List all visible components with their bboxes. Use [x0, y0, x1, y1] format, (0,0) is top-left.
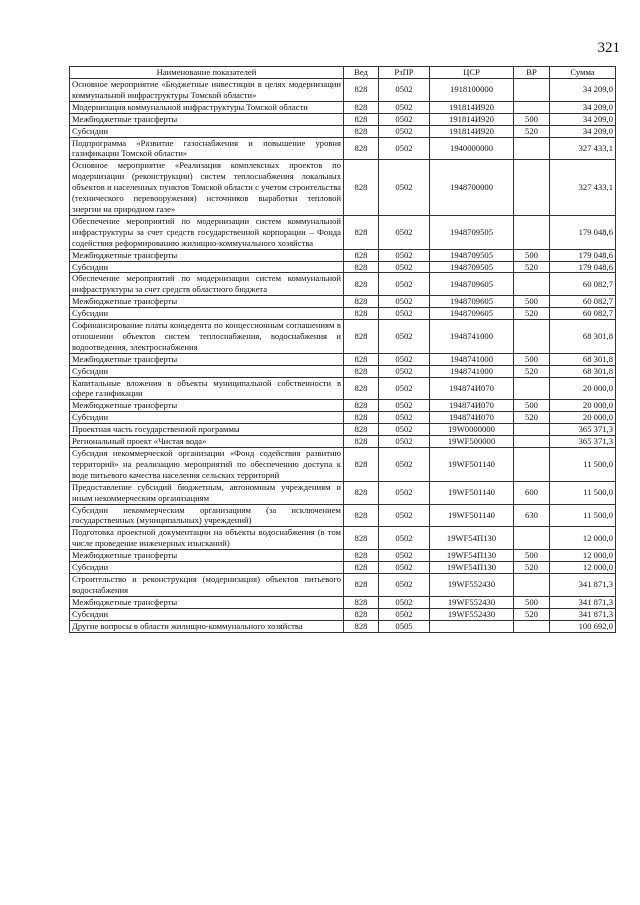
- row-name-cell: Субсидии: [70, 365, 344, 377]
- row-sum-cell: 34 209,0: [550, 113, 616, 125]
- row-csr-cell: 1948709605: [430, 273, 514, 296]
- row-csr-cell: 19WF552430: [430, 608, 514, 620]
- row-csr-cell: 194874И070: [430, 377, 514, 400]
- header-rzpr: РзПР: [379, 67, 430, 79]
- row-rzpr-cell: 0502: [379, 481, 430, 504]
- row-sum-cell: 365 371,3: [550, 424, 616, 436]
- row-vr-cell: 520: [514, 125, 550, 137]
- table-row: [70, 273, 616, 296]
- row-sum-cell: 68 301,8: [550, 320, 616, 354]
- row-name-cell: Субсидии: [70, 608, 344, 620]
- row-name-cell: Капитальные вложения в объекты муниципальной собственности в сфере газификации: [70, 377, 344, 400]
- table-row: [70, 320, 616, 354]
- row-rzpr-cell: 0502: [379, 125, 430, 137]
- row-rzpr-cell: 0502: [379, 504, 430, 527]
- row-csr-cell: 1948709605: [430, 296, 514, 308]
- row-rzpr-cell: 0502: [379, 424, 430, 436]
- row-name-cell: Субсидии: [70, 412, 344, 424]
- row-vr-cell: [514, 320, 550, 354]
- row-ved-cell: 828: [344, 377, 379, 400]
- row-sum-cell: 11 500,0: [550, 504, 616, 527]
- row-ved-cell: 828: [344, 261, 379, 273]
- row-rzpr-cell: 0502: [379, 412, 430, 424]
- row-csr-cell: 1948741000: [430, 320, 514, 354]
- row-csr-cell: 1940000000: [430, 137, 514, 160]
- row-rzpr-cell: 0505: [379, 620, 430, 632]
- row-name-cell: Субсидии: [70, 125, 344, 137]
- row-vr-cell: 520: [514, 365, 550, 377]
- row-ved-cell: 828: [344, 448, 379, 482]
- row-rzpr-cell: 0502: [379, 550, 430, 562]
- row-rzpr-cell: 0502: [379, 365, 430, 377]
- row-rzpr-cell: 0502: [379, 562, 430, 574]
- row-vr-cell: [514, 620, 550, 632]
- row-sum-cell: 34 209,0: [550, 79, 616, 102]
- row-ved-cell: 828: [344, 215, 379, 249]
- row-name-cell: Субсидии: [70, 308, 344, 320]
- row-name-cell: Основное мероприятие «Бюджетные инвестиции в целях модернизации коммунальной инфраструктуры Томской области»: [70, 79, 344, 102]
- page-number: 321: [597, 40, 620, 56]
- row-ved-cell: 828: [344, 320, 379, 354]
- row-rzpr-cell: 0502: [379, 353, 430, 365]
- row-ved-cell: 828: [344, 620, 379, 632]
- row-ved-cell: 828: [344, 527, 379, 550]
- row-name-cell: Субсидия некоммерческой организации «Фонд содействия развитию территорий» на реализацию мероприятий по обеспечению доступа к воде питьевого качества населения сельских территорий: [70, 448, 344, 482]
- row-name-cell: Предоставление субсидий бюджетным, автономным учреждениям и иным некоммерческим организациям: [70, 481, 344, 504]
- table-row: [70, 400, 616, 412]
- header-csr: ЦСР: [430, 67, 514, 79]
- row-vr-cell: [514, 101, 550, 113]
- row-csr-cell: 191814И920: [430, 101, 514, 113]
- row-csr-cell: 19WF552430: [430, 596, 514, 608]
- row-sum-cell: 34 209,0: [550, 125, 616, 137]
- row-sum-cell: 20 000,0: [550, 412, 616, 424]
- row-sum-cell: 11 500,0: [550, 481, 616, 504]
- row-sum-cell: 60 082,7: [550, 273, 616, 296]
- row-rzpr-cell: 0502: [379, 573, 430, 596]
- row-rzpr-cell: 0502: [379, 608, 430, 620]
- row-name-cell: Региональный проект «Чистая вода»: [70, 436, 344, 448]
- row-csr-cell: 19WF501140: [430, 448, 514, 482]
- row-name-cell: Обеспечение мероприятий по модернизации систем коммунальной инфраструктуры за счет средств государственной корпорации – Фонда содействия реформированию жилищно-коммунального хозяйства: [70, 215, 344, 249]
- row-vr-cell: 500: [514, 550, 550, 562]
- row-sum-cell: 11 500,0: [550, 448, 616, 482]
- row-rzpr-cell: 0502: [379, 448, 430, 482]
- table-row: [70, 308, 616, 320]
- row-vr-cell: 500: [514, 113, 550, 125]
- row-ved-cell: 828: [344, 365, 379, 377]
- table-row: [70, 249, 616, 261]
- row-ved-cell: 828: [344, 436, 379, 448]
- row-csr-cell: 19WF500000: [430, 436, 514, 448]
- table-row: [70, 562, 616, 574]
- row-rzpr-cell: 0502: [379, 113, 430, 125]
- row-rzpr-cell: 0502: [379, 320, 430, 354]
- row-rzpr-cell: 0502: [379, 79, 430, 102]
- row-ved-cell: 828: [344, 608, 379, 620]
- row-csr-cell: 19WF54П130: [430, 562, 514, 574]
- row-ved-cell: 828: [344, 79, 379, 102]
- row-csr-cell: 19WF501140: [430, 504, 514, 527]
- table-row: [70, 137, 616, 160]
- row-ved-cell: 828: [344, 562, 379, 574]
- row-name-cell: Другие вопросы в области жилищно-коммунального хозяйства: [70, 620, 344, 632]
- row-csr-cell: [430, 620, 514, 632]
- row-csr-cell: 1948709505: [430, 215, 514, 249]
- row-rzpr-cell: 0502: [379, 215, 430, 249]
- row-name-cell: Проектная часть государственной программы: [70, 424, 344, 436]
- table-row: [70, 353, 616, 365]
- row-csr-cell: 1948709505: [430, 249, 514, 261]
- table-row: [70, 365, 616, 377]
- row-csr-cell: 19WF552430: [430, 573, 514, 596]
- table-row: [70, 573, 616, 596]
- table-row: [70, 596, 616, 608]
- row-name-cell: Строительство и реконструкция (модернизация) объектов питьевого водоснабжения: [70, 573, 344, 596]
- row-sum-cell: 327 433,1: [550, 160, 616, 216]
- row-name-cell: Межбюджетные трансферты: [70, 113, 344, 125]
- row-vr-cell: [514, 79, 550, 102]
- row-rzpr-cell: 0502: [379, 160, 430, 216]
- row-name-cell: Софинансирование платы концедента по концессионным соглашениям в отношении объектов систем теплоснабжения, водоснабжения и водоотведения, электроснабжения: [70, 320, 344, 354]
- row-ved-cell: 828: [344, 550, 379, 562]
- row-csr-cell: 19W0000000: [430, 424, 514, 436]
- row-vr-cell: 500: [514, 296, 550, 308]
- row-name-cell: Подготовка проектной документации на объекты водоснабжения (в том числе проведение инженерных изысканий): [70, 527, 344, 550]
- row-vr-cell: 500: [514, 249, 550, 261]
- row-name-cell: Основное мероприятие «Реализация комплексных проектов по модернизации (реконструкции) систем теплоснабжения локальных объектов и населенных пунктов Томской области с учетом строительства (технического перевооружения) источников выработки тепловой энергии на природном газе»: [70, 160, 344, 216]
- row-sum-cell: 341 871,3: [550, 608, 616, 620]
- row-sum-cell: 365 371,3: [550, 436, 616, 448]
- row-csr-cell: 19WF54П130: [430, 550, 514, 562]
- row-ved-cell: 828: [344, 400, 379, 412]
- row-csr-cell: 191814И920: [430, 113, 514, 125]
- row-sum-cell: 341 871,3: [550, 596, 616, 608]
- row-name-cell: Модернизация коммунальной инфраструктуры Томской области: [70, 101, 344, 113]
- row-rzpr-cell: 0502: [379, 249, 430, 261]
- row-ved-cell: 828: [344, 481, 379, 504]
- header-row: [70, 67, 616, 79]
- row-sum-cell: 60 082,7: [550, 296, 616, 308]
- row-vr-cell: 520: [514, 412, 550, 424]
- row-vr-cell: [514, 436, 550, 448]
- row-csr-cell: 1948709605: [430, 308, 514, 320]
- row-rzpr-cell: 0502: [379, 400, 430, 412]
- row-ved-cell: 828: [344, 353, 379, 365]
- row-vr-cell: 630: [514, 504, 550, 527]
- row-rzpr-cell: 0502: [379, 308, 430, 320]
- row-name-cell: Межбюджетные трансферты: [70, 353, 344, 365]
- row-ved-cell: 828: [344, 249, 379, 261]
- row-sum-cell: 68 301,8: [550, 353, 616, 365]
- row-name-cell: Субсидии: [70, 261, 344, 273]
- row-vr-cell: 520: [514, 608, 550, 620]
- row-vr-cell: [514, 160, 550, 216]
- row-csr-cell: 1948741000: [430, 353, 514, 365]
- table-row: [70, 125, 616, 137]
- row-sum-cell: 12 000,0: [550, 527, 616, 550]
- row-sum-cell: 327 433,1: [550, 137, 616, 160]
- row-ved-cell: 828: [344, 596, 379, 608]
- table-row: [70, 448, 616, 482]
- row-ved-cell: 828: [344, 296, 379, 308]
- row-csr-cell: 19WF54П130: [430, 527, 514, 550]
- row-sum-cell: 68 301,8: [550, 365, 616, 377]
- row-sum-cell: 100 692,0: [550, 620, 616, 632]
- budget-table: [69, 66, 616, 633]
- row-name-cell: Субсидии некоммерческим организациям (за исключением государственных (муниципальных) учреждений): [70, 504, 344, 527]
- table-body: [70, 79, 616, 633]
- row-sum-cell: 341 871,3: [550, 573, 616, 596]
- row-vr-cell: 500: [514, 596, 550, 608]
- row-csr-cell: 1948709505: [430, 261, 514, 273]
- row-vr-cell: [514, 573, 550, 596]
- table-row: [70, 261, 616, 273]
- row-name-cell: Межбюджетные трансферты: [70, 249, 344, 261]
- row-sum-cell: 60 082,7: [550, 308, 616, 320]
- row-sum-cell: 179 048,6: [550, 215, 616, 249]
- table-row: [70, 160, 616, 216]
- header-sum: Сумма: [550, 67, 616, 79]
- row-rzpr-cell: 0502: [379, 377, 430, 400]
- row-ved-cell: 828: [344, 125, 379, 137]
- row-ved-cell: 828: [344, 101, 379, 113]
- row-sum-cell: 34 209,0: [550, 101, 616, 113]
- row-ved-cell: 828: [344, 273, 379, 296]
- table-row: [70, 79, 616, 102]
- header-vr: ВР: [514, 67, 550, 79]
- row-sum-cell: 179 048,6: [550, 261, 616, 273]
- row-csr-cell: 194874И070: [430, 400, 514, 412]
- row-vr-cell: [514, 448, 550, 482]
- row-sum-cell: 20 000,0: [550, 377, 616, 400]
- table-row: [70, 481, 616, 504]
- row-sum-cell: 20 000,0: [550, 400, 616, 412]
- row-name-cell: Обеспечение мероприятий по модернизации систем коммунальной инфраструктуры за счет средств областного бюджета: [70, 273, 344, 296]
- row-vr-cell: [514, 273, 550, 296]
- row-rzpr-cell: 0502: [379, 273, 430, 296]
- row-rzpr-cell: 0502: [379, 137, 430, 160]
- row-rzpr-cell: 0502: [379, 101, 430, 113]
- row-vr-cell: [514, 215, 550, 249]
- row-vr-cell: 520: [514, 562, 550, 574]
- row-rzpr-cell: 0502: [379, 261, 430, 273]
- row-csr-cell: 1948700000: [430, 160, 514, 216]
- row-vr-cell: [514, 424, 550, 436]
- row-name-cell: Межбюджетные трансферты: [70, 296, 344, 308]
- table-row: [70, 504, 616, 527]
- row-csr-cell: 19WF501140: [430, 481, 514, 504]
- table-row: [70, 296, 616, 308]
- row-csr-cell: 191814И920: [430, 125, 514, 137]
- row-sum-cell: 12 000,0: [550, 562, 616, 574]
- table-row: [70, 620, 616, 632]
- row-name-cell: Подпрограмма «Развитие газоснабжения и повышение уровня газификации Томской области»: [70, 137, 344, 160]
- header-ved: Вед: [344, 67, 379, 79]
- table-row: [70, 377, 616, 400]
- row-rzpr-cell: 0502: [379, 296, 430, 308]
- row-vr-cell: 520: [514, 261, 550, 273]
- row-rzpr-cell: 0502: [379, 436, 430, 448]
- row-vr-cell: 500: [514, 400, 550, 412]
- row-name-cell: Межбюджетные трансферты: [70, 400, 344, 412]
- row-ved-cell: 828: [344, 308, 379, 320]
- table-header: [70, 67, 616, 79]
- row-csr-cell: 1948741000: [430, 365, 514, 377]
- row-ved-cell: 828: [344, 424, 379, 436]
- table-row: [70, 113, 616, 125]
- row-ved-cell: 828: [344, 573, 379, 596]
- row-name-cell: Межбюджетные трансферты: [70, 596, 344, 608]
- row-sum-cell: 179 048,6: [550, 249, 616, 261]
- row-vr-cell: [514, 137, 550, 160]
- row-vr-cell: 500: [514, 353, 550, 365]
- table-row: [70, 436, 616, 448]
- row-rzpr-cell: 0502: [379, 527, 430, 550]
- row-rzpr-cell: 0502: [379, 596, 430, 608]
- table-row: [70, 412, 616, 424]
- row-vr-cell: [514, 377, 550, 400]
- table-row: [70, 215, 616, 249]
- row-name-cell: Межбюджетные трансферты: [70, 550, 344, 562]
- row-sum-cell: 12 000,0: [550, 550, 616, 562]
- row-vr-cell: 520: [514, 308, 550, 320]
- row-ved-cell: 828: [344, 113, 379, 125]
- row-vr-cell: 600: [514, 481, 550, 504]
- row-ved-cell: 828: [344, 412, 379, 424]
- table-row: [70, 608, 616, 620]
- row-name-cell: Субсидии: [70, 562, 344, 574]
- row-ved-cell: 828: [344, 137, 379, 160]
- table-row: [70, 101, 616, 113]
- row-csr-cell: 1918100000: [430, 79, 514, 102]
- table-row: [70, 527, 616, 550]
- row-csr-cell: 194874И070: [430, 412, 514, 424]
- row-ved-cell: 828: [344, 160, 379, 216]
- row-ved-cell: 828: [344, 504, 379, 527]
- table-row: [70, 424, 616, 436]
- header-name: Наименование показателей: [70, 67, 344, 79]
- table-row: [70, 550, 616, 562]
- row-vr-cell: [514, 527, 550, 550]
